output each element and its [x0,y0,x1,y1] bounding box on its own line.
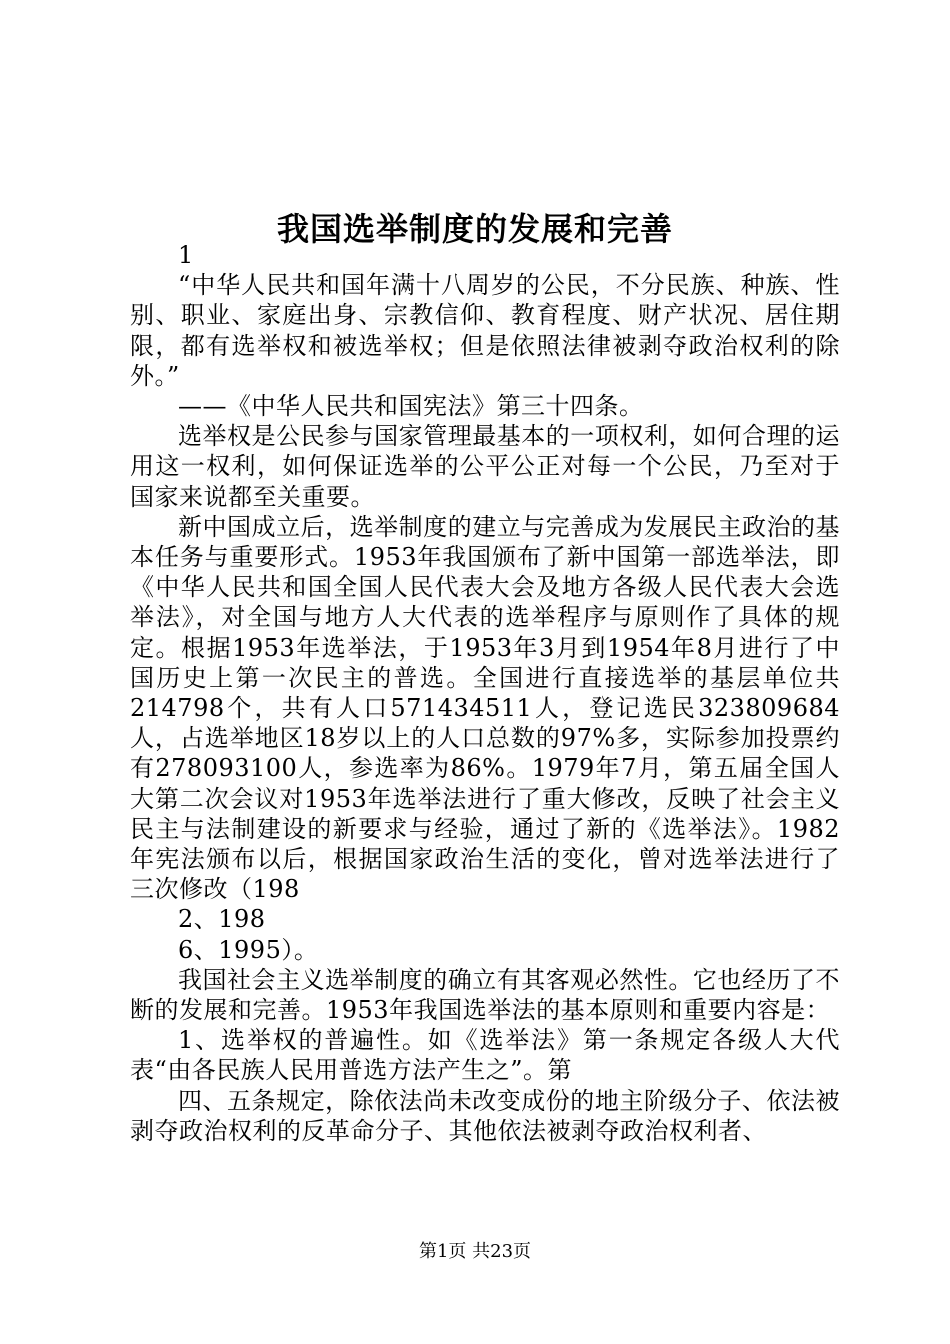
document-title: 我国选举制度的发展和完善 [276,210,673,249]
paragraph-development: 我国社会主义选举制度的确立有其客观必然性。它也经历了不断的发展和完善。1953年我国选举法的基本原则和重要内容是： [130,965,840,1025]
paragraph-principle-1: 1、选举权的普遍性。如《选举法》第一条规定各级人大代表“由各民族人民用普选方法产生之”。第 [130,1026,840,1085]
section-number: 1 [178,241,194,269]
paragraph-principle-detail: 四、五条规定，除依法尚未改变成份的地主阶级分子、依法被剥夺政治权利的反革命分子、其他依法被剥夺政治权利者、 [130,1086,840,1145]
page-footer: 第1页 共23页 [418,1241,532,1262]
paragraph-voting-right: 选举权是公民参与国家管理最基本的一项权利，如何合理的运用这一权利，如何保证选举的公平公正对每一个公民，乃至对于国家来说都至关重要。 [130,422,840,511]
paragraph-quote-source: ——《中华人民共和国宪法》第三十四条。 [178,392,644,421]
paragraph-constitution-quote: “中华人民共和国年满十八周岁的公民，不分民族、种族、性别、职业、家庭出身、宗教信仰、教育程度、财产状况、居住期限，都有选举权和被选举权；但是依照法律被剥夺政治权利的除外。” [130,271,840,390]
paragraph-fragment-2: 6、1995）。 [178,935,319,964]
paragraph-election-history: 新中国成立后，选举制度的建立与完善成为发展民主政治的基本任务与重要形式。1953年我国颁布了新中国第一部选举法，即《中华人民共和国全国人民代表大会及地方各级人民代表大会选举法》，对全国与地方人大代表的选举程序与原则作了具体的规定。根据1953年选举法，于1953年3月到1954年8月进行了中国历史上第一次民主的普选。全国进行直接选举的基层单位共214798个，共有人口571434511人，登记选民323809684人，占选举地区18岁以上的人口总数的97%多，实际参加投票约有278093100人，参选率为86%。1979年7月，第五届全国人大第二次会议对1953年选举法进行了重大修改，反映了社会主义民主与法制建设的新要求与经验，通过了新的《选举法》。1982年宪法颁布以后，根据国家政治生活的变化，曾对选举法进行了三次修改（198 [130,512,840,904]
paragraph-fragment-1: 2、198 [178,905,266,934]
document-body [130,240,840,1146]
